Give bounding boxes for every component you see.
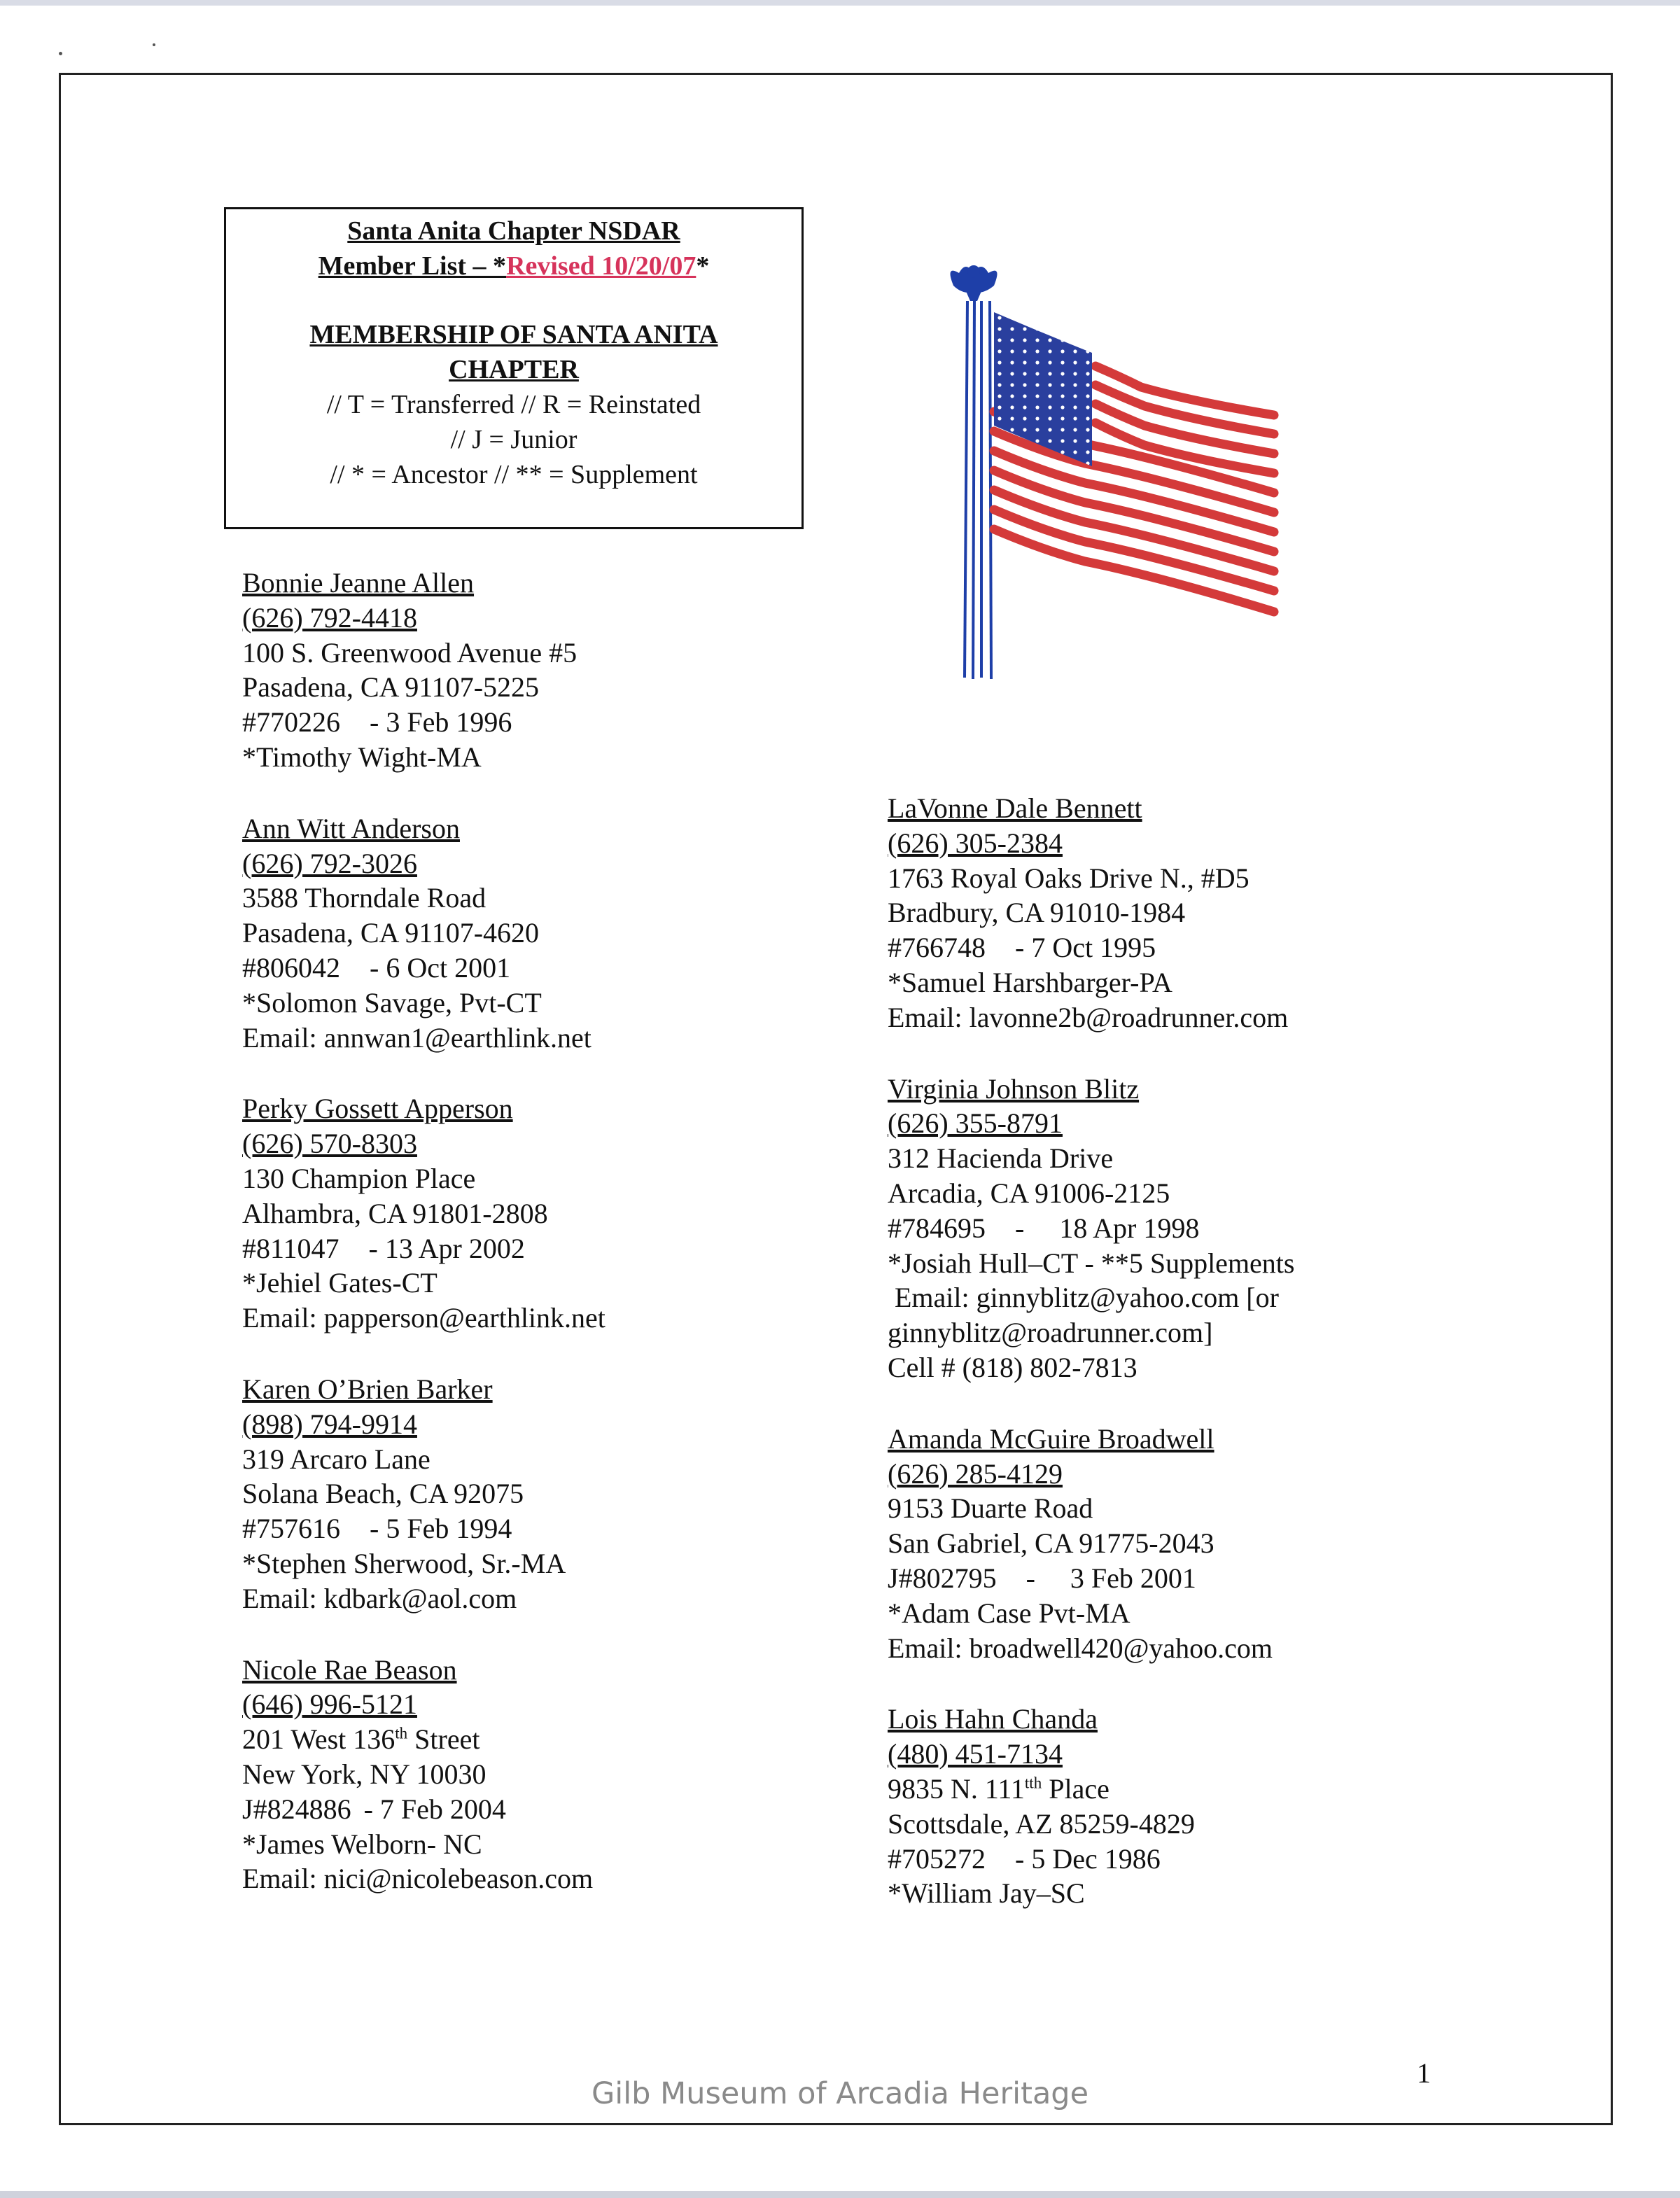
member-city: Pasadena, CA 91107-5225 [242,671,540,704]
member-entry [888,1702,1294,1911]
member-email: Email: lavonne2b@roadrunner.com [888,1001,1289,1033]
member-city: Solana Beach, CA 92075 [242,1478,524,1510]
member-name: Ann Witt Anderson [242,812,460,844]
american-flag-icon [945,258,1288,685]
member-entry [242,1091,606,1336]
member-ancestor: *James Welborn- NC [242,1828,482,1860]
legend-line: // J = Junior [450,425,578,454]
member-number-date: #757616 - 5 Feb 1994 [242,1513,512,1545]
member-phone: (646) 996-5121 [242,1688,417,1721]
right-member-column [888,791,1294,1947]
member-number-date: #811047 - 13 Apr 2002 [242,1232,525,1264]
member-number-date: #770226 - 3 Feb 1996 [242,706,512,738]
scan-speck [153,43,155,46]
member-phone: (626) 285-4129 [888,1457,1063,1490]
member-number-date: J#824886 - 7 Feb 2004 [242,1793,506,1825]
member-entry [888,791,1294,1035]
member-name: Amanda McGuire Broadwell [888,1422,1214,1455]
membership-heading-cont: CHAPTER [449,355,579,384]
legend-line: // * = Ancestor // ** = Supplement [330,460,698,489]
member-phone: (626) 355-8791 [888,1107,1063,1140]
scan-speck [59,52,62,55]
member-address: 9153 Duarte Road [888,1492,1093,1525]
legend-line: // T = Transferred // R = Reinstated [326,390,701,419]
member-city: San Gabriel, CA 91775-2043 [888,1527,1214,1560]
member-city: Scottsdale, AZ 85259-4829 [888,1807,1195,1840]
member-address: 201 West 136th Street [242,1723,480,1756]
member-phone: (626) 792-3026 [242,847,417,879]
member-ancestor: *William Jay–SC [888,1877,1085,1910]
left-member-column [242,566,606,1933]
member-address: 3588 Thorndale Road [242,882,486,914]
member-entry [242,566,606,775]
member-name: Virginia Johnson Blitz [888,1072,1140,1105]
member-number-date: #766748 - 7 Oct 1995 [888,932,1156,964]
member-city: Alhambra, CA 91801-2808 [242,1197,548,1229]
membership-heading: MEMBERSHIP OF SANTA ANITA [309,320,718,349]
member-ancestor: *Adam Case Pvt-MA [888,1597,1130,1629]
member-city: Arcadia, CA 91006-2125 [888,1177,1170,1209]
member-phone: (626) 305-2384 [888,827,1063,859]
member-ancestor: *Stephen Sherwood, Sr.-MA [242,1547,566,1579]
member-email: Email: annwan1@earthlink.net [242,1021,592,1054]
member-city: New York, NY 10030 [242,1758,486,1790]
revised-date: Revised 10/20/07 [506,251,696,281]
member-phone: (480) 451-7134 [888,1738,1063,1770]
member-email: Email: kdbark@aol.com [242,1582,517,1614]
member-number-date: #806042 - 6 Oct 2001 [242,951,511,983]
member-phone: (626) 570-8303 [242,1128,417,1160]
member-name: LaVonne Dale Bennett [888,792,1142,824]
member-phone: (898) 794-9914 [242,1408,417,1440]
member-entry [242,811,606,1056]
member-name: Perky Gossett Apperson [242,1093,513,1125]
member-ancestor: *Jehiel Gates-CT [242,1267,438,1299]
member-address: 130 Champion Place [242,1162,476,1194]
member-address: 319 Arcaro Lane [242,1443,430,1475]
member-email-alt: ginnyblitz@roadrunner.com] [888,1317,1213,1349]
member-name: Bonnie Jeanne Allen [242,567,475,598]
member-address: 312 Hacienda Drive [888,1142,1114,1175]
member-number-date: #784695 - 18 Apr 1998 [888,1212,1200,1244]
scan-top-edge [0,0,1680,6]
member-ancestor: *Josiah Hull–CT - **5 Supplements [888,1247,1295,1279]
member-ancestor: *Solomon Savage, Pvt-CT [242,986,542,1018]
museum-watermark: Gilb Museum of Arcadia Heritage [591,2076,1089,2111]
scan-bottom-edge [0,2191,1680,2198]
member-list-subtitle: Member List – *Revised 10/20/07* [318,251,710,281]
member-name: Lois Hahn Chanda [888,1703,1098,1735]
page-number: 1 [1417,2057,1431,2089]
member-address: 1763 Royal Oaks Drive N., #D5 [888,862,1250,894]
chapter-title: Santa Anita Chapter NSDAR [347,216,680,246]
member-email: Email: papperson@earthlink.net [242,1302,606,1334]
member-address: 9835 N. $111^{tth}$ Place [888,1772,1110,1805]
member-phone: (626) 792-4418 [242,601,417,634]
member-email: Email: broadwell420@yahoo.com [888,1632,1273,1664]
member-number-date: #705272 - 5 Dec 1986 [888,1842,1161,1875]
member-email: Email: nici@nicolebeason.com [242,1863,594,1895]
member-cell: Cell # (818) 802-7813 [888,1351,1138,1383]
member-entry [242,1653,606,1897]
member-address: 100 S. Greenwood Avenue #5 [242,636,578,668]
member-number-date: J#802795 - 3 Feb 2001 [888,1562,1196,1594]
member-name: Karen O’Brien Barker [242,1373,493,1405]
member-city: Bradbury, CA 91010-1984 [888,897,1186,929]
member-name: Nicole Rae Beason [242,1653,457,1686]
member-ancestor: *Samuel Harshbarger-PA [888,966,1172,998]
member-email: Email: ginnyblitz@yahoo.com [or [888,1282,1279,1314]
member-entry [888,1422,1294,1666]
member-city: Pasadena, CA 91107-4620 [242,917,540,949]
member-entry [242,1372,606,1616]
member-entry [888,1072,1294,1385]
header-box [224,207,804,529]
member-ancestor: *Timothy Wight-MA [242,741,482,773]
